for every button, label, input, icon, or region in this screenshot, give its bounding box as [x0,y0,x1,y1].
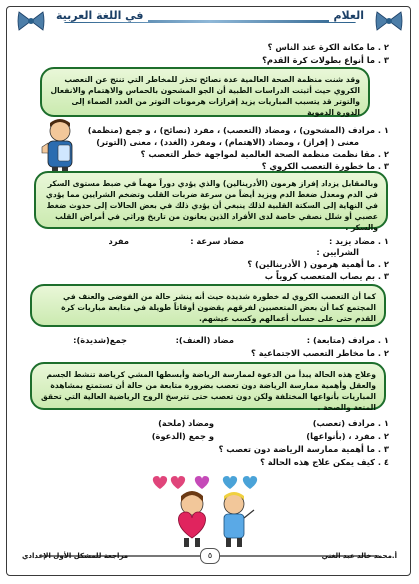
question-3e: ٣ . ما أهمية ممارسة الرياضة دون تعصب ؟ [218,444,389,454]
question-2d: ٢ . ما مخاطر التعصب الاجتماعية ؟ [251,348,389,358]
bow-ornament-icon [374,8,404,34]
page-header [14,8,406,36]
question-1-line-2: معنى ( إفراز) ، ومضاد (الاهتمام) ، ومفرد (الغدد) ، معنى (التوتر) [96,137,359,147]
question-3: ٣ . ما أنواع بطولات كرة القدم؟ [262,55,389,65]
passage-box-3: كما أن التعصب الكروي له خطورة شديدة حيث أنه ينشر حالة من الفوضى والعنف في المجتمع كما أن بعض المتعصبين لفرقهم يقضون أوقاتاً طويلة في متابعة مباريات كرة القدم حتى على حساب أعمالهم وكسب عيشهم. [30,284,386,327]
footer-course: مراجعة للمشكل الأول الإعدادي [22,552,129,560]
question-4e: ٤ . كيف يمكن علاج هذه الحالة ؟ [260,457,389,467]
question-2e-a: ٢ . مفرد ، (بأنواعها) [306,431,389,441]
question-2b: ٢ . مقا نظمت منظمة الصحة العالمية لمواجهة خطر التعصب ؟ [140,149,389,159]
footer-author: أ.محمد خالد عبد الغني [321,552,397,560]
question-3b: ٣ . ما خطورة التعصب الكروي ؟ [261,161,389,171]
passage-box-1: وقد شنت منظمة الصحة العالمية عدة نصائح تحذر للمخاطر التي تنتج عن التعصب الكروي حيث أثبتت الدراسات الطبية أن الجو المشحون بالحماس والاهتمام والانفعال والتوتر قد يتسبب المباريات يزيد إفرازات هرمونات التوتر من الغدد الصماء إلى الدورة الدموية [40,67,370,117]
question-1d-mid: مضاد (العنف): [175,335,234,345]
question-1e-a: ١ . مرادف (تعصب) [312,418,389,428]
question-1c-mid: مضاد سرعة : [190,236,244,246]
question-1d-end: جمع(شديدة): [73,335,127,345]
passage-box-4: وعلاج هذه الحالة يبدأ من الدعوة لممارسة الرياضة وأبسطها المشي كرياضة تنشط الجسم والعقل وأهمية ممارسة الرياضة دون تعصب بضرورة متابعة من حالة أن تستمتع بمشاهدة المباريات بأنواعها المختلفة ولكن دون تعصب حتى تترسخ الروح الرياضية العالية التي تحقق المتعة والصحة . [30,362,386,410]
question-1e-b: ومضاد (ملحة) [158,418,214,428]
passage-box-2: وبالمقابل يزداد إفراز هرمون (الأدرينالين) والذي يؤدي دوراً مهماً في ضبط مستوى السكر في الدم ومعدل ضغط الدم ويزيد أيضاً من سرعة ضربات القلب وتضخم الشرايين مما يؤدي في النهاية إلى السكتة القلبية لذلك ينبغي أن يؤدي ذلك في بعض الحالات إلى حدوث ضغط عصبي أو شلل نصفي خاصة لدى الأفراد الذين يعانون من تاريخ وراثي في أمراض القلب والسكر . [34,171,388,229]
question-1c-tail: الشرايين : [316,247,359,257]
question-1d-label: ١ . مرادف (متابعة) : [306,335,389,345]
question-2c: ٢ . ما أهمية هرمون ( الأدرينالين) ؟ [247,259,389,269]
question-1c-label: ١ . مضاد يزيد : [329,236,389,246]
page-title: العلام [329,9,368,22]
question-1c-end: مفرد [108,236,129,246]
question-1-line-1: ١ . مرادف (المشحون) ، ومضاد (التعصب) ، مفرد (نصائح) ، و جمع (منظمة) [87,125,389,135]
thumbs-up-man-icon [38,117,82,175]
bow-ornament-icon [16,8,46,34]
question-2: ٢ . ما مكانة الكرة عند الناس ؟ [267,42,389,52]
cartoon-characters-icon [162,490,262,548]
subject-title: في اللغة العربية [52,9,148,22]
question-2e-b: و جمع (الدعوة) [151,431,214,441]
page-number: ٥ [200,548,220,564]
question-3c: ٣ . بم يصاب المتعصب كروياً ب [264,271,389,281]
